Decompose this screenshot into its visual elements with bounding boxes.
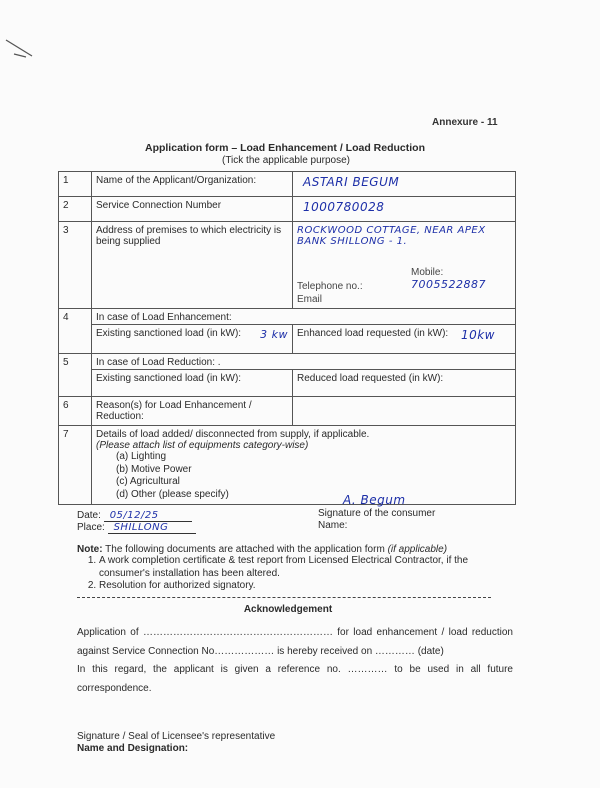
form-subtitle: (Tick the applicable purpose) xyxy=(221,155,351,166)
annexure-label: Annexure - 11 xyxy=(432,117,498,128)
applicant-name-label: Name of the Applicant/Organization: xyxy=(92,172,293,197)
acknowledgement-para-1: Application of ………………………………………………… for load enhancement / load reduction against Service Connection No……………… is hereby received on ………… (date) xyxy=(77,627,513,657)
table-row xyxy=(59,309,516,325)
table-row xyxy=(59,397,516,426)
place-field[interactable]: Place: SHILLONG xyxy=(77,522,196,534)
name-label: Name: xyxy=(318,520,348,531)
note-item: 1. A work completion certificate & test report from Licensed Electrical Contractor, if the consumer's installation has been altered. xyxy=(99,555,517,580)
note-item: 2. Resolution for authorized signatory. xyxy=(99,580,517,593)
row-number: 1 xyxy=(59,172,92,197)
acknowledgement-title: Acknowledgement xyxy=(243,604,333,615)
load-reduction-heading: In case of Load Reduction: . xyxy=(92,354,516,370)
row-number: 5 xyxy=(59,354,92,397)
address-field[interactable] xyxy=(293,222,516,309)
category-agricultural: (c) Agricultural xyxy=(116,476,180,487)
load-enhancement-heading: In case of Load Enhancement: xyxy=(92,309,516,325)
reason-label: Reason(s) for Load Enhancement / Reduction: xyxy=(92,397,293,426)
telephone-label: Telephone no.: xyxy=(297,281,363,292)
signature-label: Signature of the consumer xyxy=(318,508,436,519)
acknowledgement-para-2: In this regard, the applicant is given a reference no. ………… to be used in all future correspondence. xyxy=(77,664,513,694)
date-field[interactable]: Date: 05/12/25 xyxy=(77,510,192,522)
reason-field[interactable] xyxy=(293,397,516,426)
table-row xyxy=(59,197,516,222)
row-number: 7 xyxy=(59,426,92,505)
existing-load-reduction-field[interactable]: Existing sanctioned load (in kW): xyxy=(92,370,293,397)
category-motive-power: (b) Motive Power xyxy=(116,463,192,475)
enhanced-load-field[interactable]: Enhanced load requested (in kW): 10kw xyxy=(293,325,516,354)
category-other: (d) Other (please specify) xyxy=(116,488,229,500)
mobile-field: Mobile: 7005522887 xyxy=(411,267,486,291)
acknowledgement-body xyxy=(77,624,513,698)
service-connection-field[interactable]: 1000780028 xyxy=(293,197,516,222)
row-number: 6 xyxy=(59,397,92,426)
category-lighting: (a) Lighting xyxy=(116,451,167,462)
form-title: Application form – Load Enhancement / Load Reduction xyxy=(144,142,426,154)
table-row xyxy=(59,426,516,505)
row-number: 3 xyxy=(59,222,92,309)
table-row xyxy=(59,172,516,197)
applicant-name-field[interactable]: ASTARI BEGUM xyxy=(293,172,516,197)
load-details-note: (Please attach list of equipments category-wise) xyxy=(96,440,309,451)
address-line-2: BANK SHILLONG - 1. xyxy=(297,236,408,247)
name-designation-label: Name and Designation: xyxy=(77,743,189,754)
row-number: 2 xyxy=(59,197,92,222)
note-section: Note: The following documents are attached with the application form (if applicable) 1. A work completion certificate & test report from Licensed Electrical Contractor, if the consumer's installation has been altered. 2. Resolution for authorized signatory. xyxy=(77,544,517,593)
licensee-signature-label: Signature / Seal of Licensee's representative xyxy=(77,731,276,742)
table-row xyxy=(59,325,516,354)
address-line-1: ROCKWOOD COTTAGE, NEAR APEX xyxy=(297,225,486,236)
cut-line-divider xyxy=(77,597,491,598)
table-row xyxy=(59,370,516,397)
existing-load-field[interactable]: Existing sanctioned load (in kW): 3 kw xyxy=(92,325,293,354)
load-details-field[interactable] xyxy=(92,426,516,505)
load-details-label: Details of load added/ disconnected from supply, if applicable. xyxy=(96,429,370,440)
table-row xyxy=(59,222,516,309)
consumer-signature: A. Begum xyxy=(343,493,406,507)
reduced-load-field[interactable]: Reduced load requested (in kW): xyxy=(293,370,516,397)
email-label: Email xyxy=(297,294,323,305)
pen-mark xyxy=(4,38,34,62)
application-form-table xyxy=(58,171,516,505)
address-label: Address of premises to which electricity is being supplied xyxy=(92,222,293,309)
service-connection-label: Service Connection Number xyxy=(92,197,293,222)
row-number: 4 xyxy=(59,309,92,354)
table-row xyxy=(59,354,516,370)
